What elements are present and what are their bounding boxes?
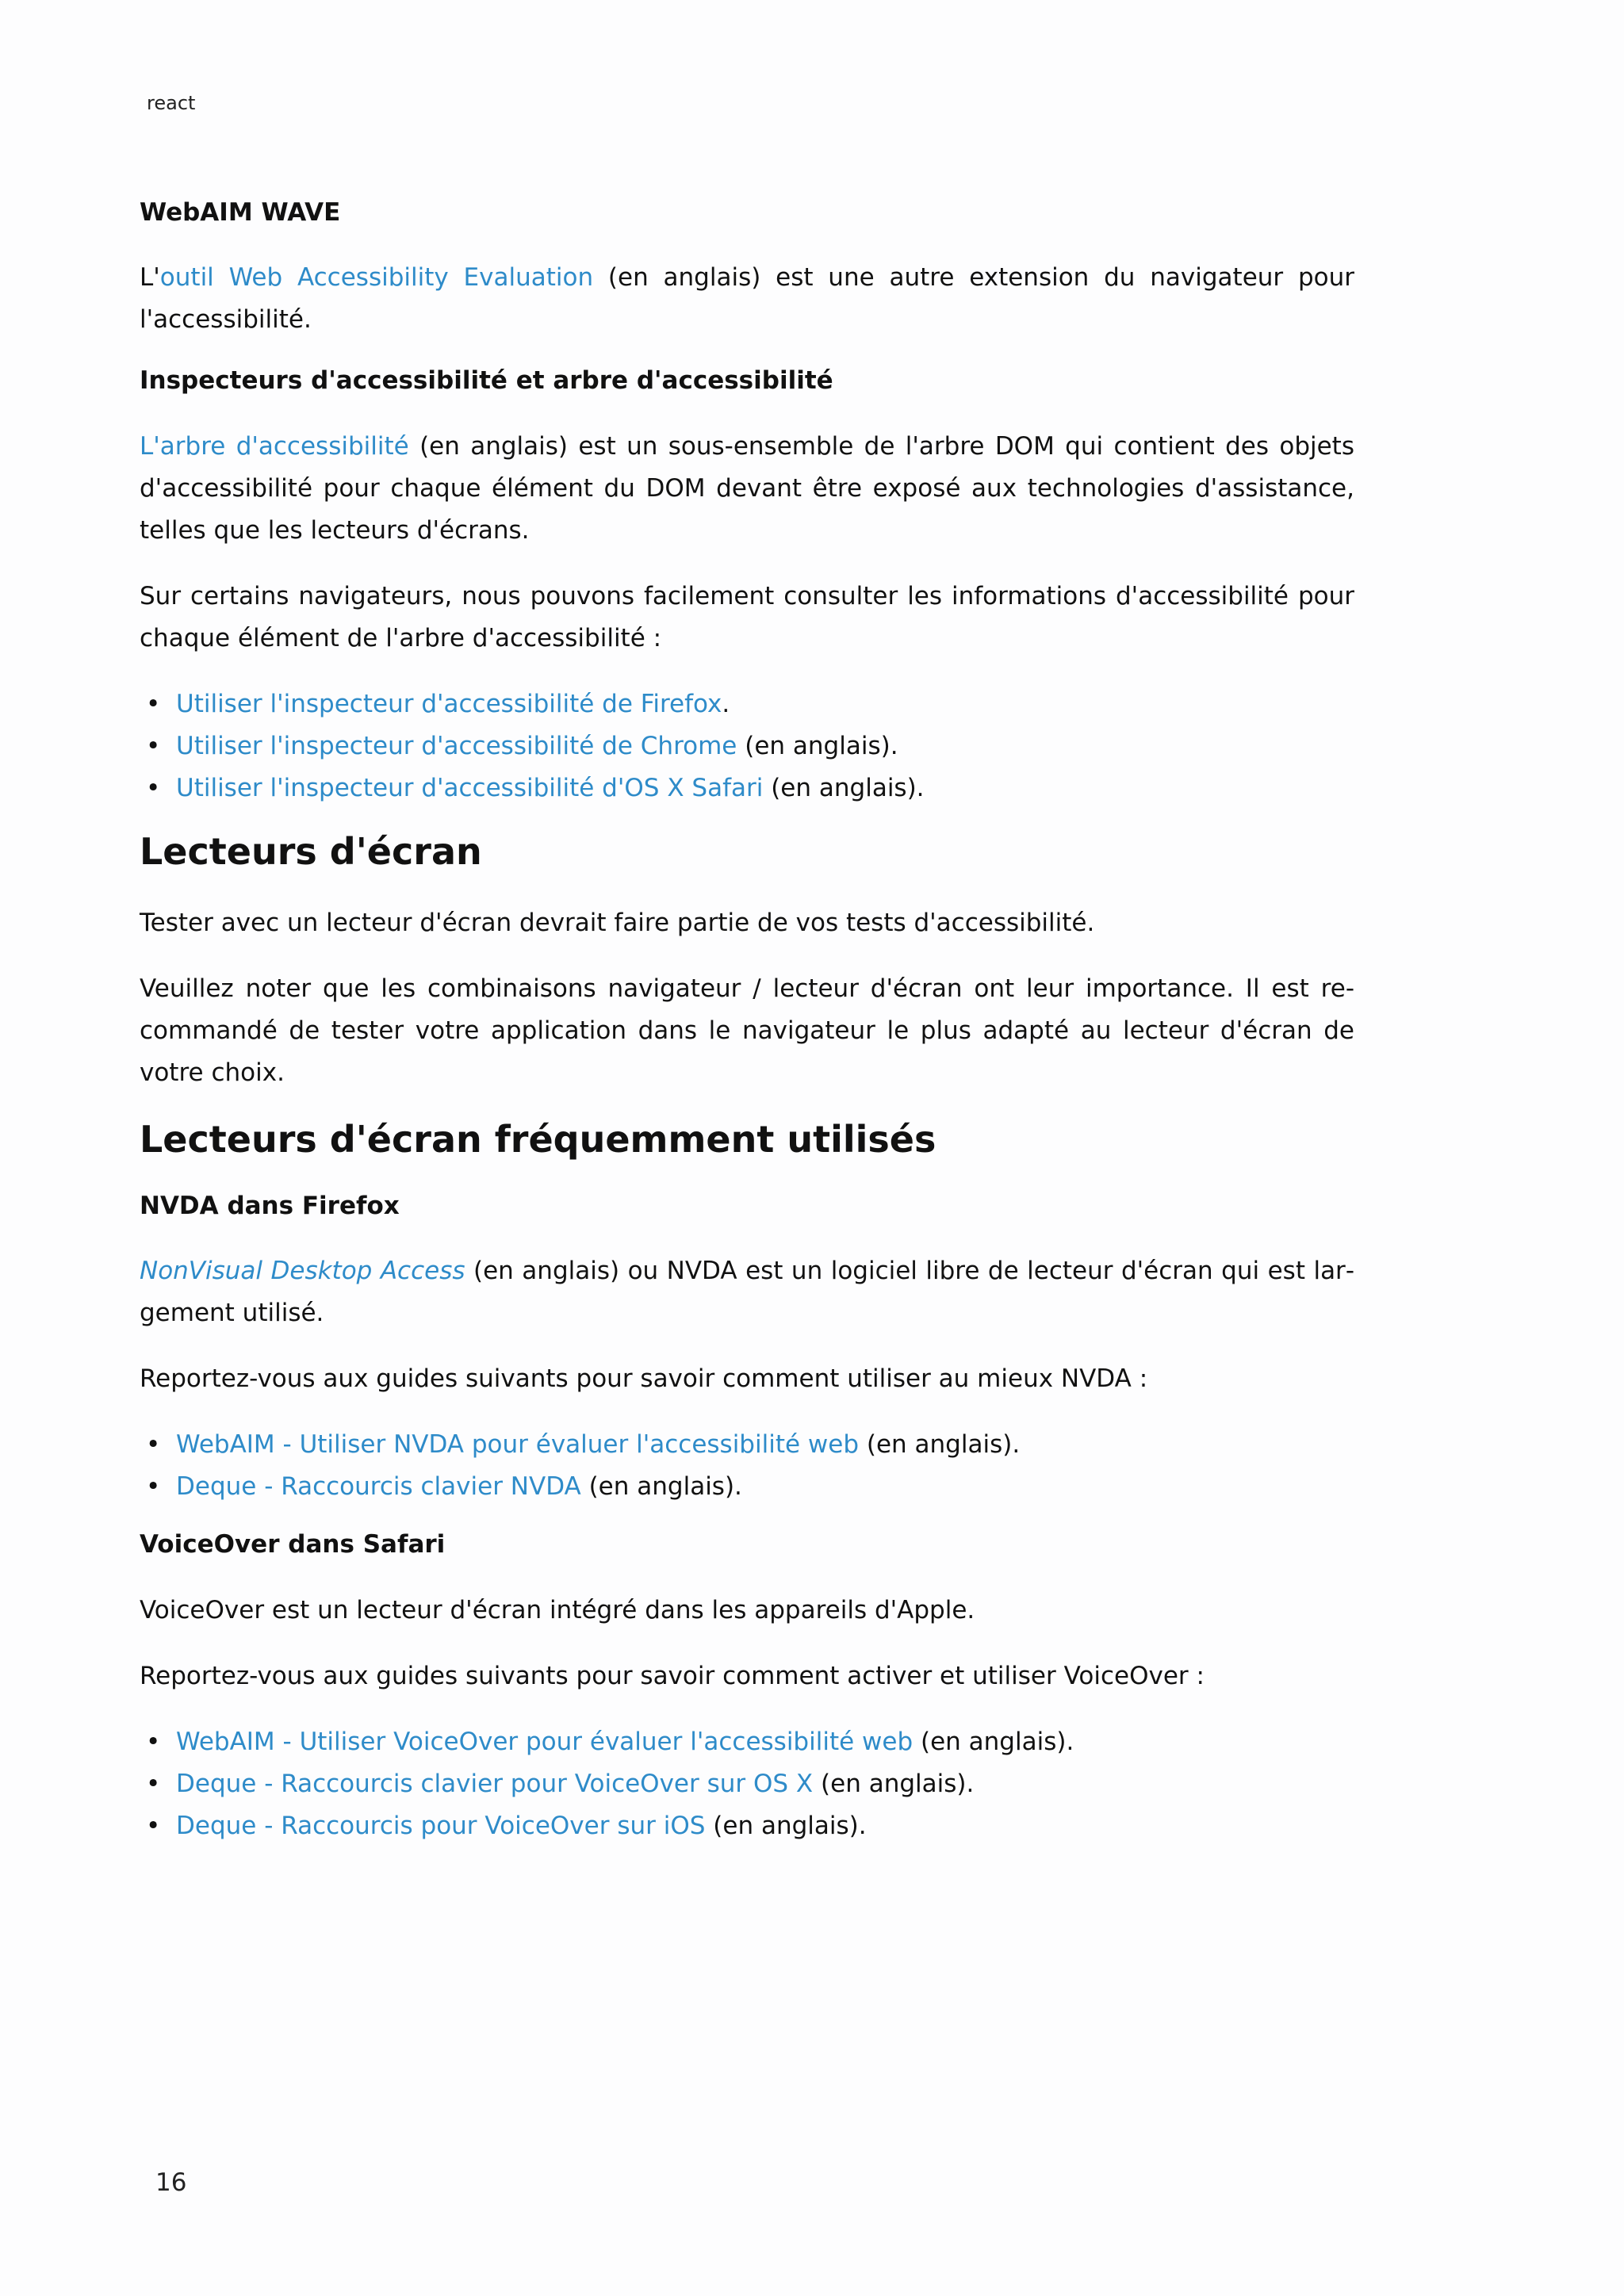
text-suffix: (en anglais) ou NVDA est un logiciel libre de lecteur d'écran qui est largement utilisé. [140,1257,1354,1328]
link-firefox-inspector[interactable]: Utiliser l'inspecteur d'accessibilité de Firefox [176,689,722,718]
text-suffix: (en anglais). [580,1472,742,1502]
list-item [140,683,1354,725]
paragraph-nvda [140,1250,1354,1334]
bullet: • [146,689,161,718]
list-item [140,725,1354,767]
heading-common-screen-readers: Lecteurs d'écran fréquemment utilisés [140,1117,936,1161]
text-suffix: (en anglais). [737,731,898,760]
link-deque-voiceover-osx[interactable]: Deque - Raccourcis clavier pour VoiceOver sur OS X [176,1769,814,1798]
paragraph-voiceover: VoiceOver est un lecteur d'écran intégré dans les appareils d'Apple. [140,1595,975,1624]
bullet: • [146,1811,161,1840]
heading-nvda: NVDA dans Firefox [140,1191,400,1220]
list-item [140,1466,1354,1508]
bullet: • [146,1430,161,1460]
document-body [140,190,1354,1868]
inspector-list [140,683,1354,809]
nvda-guide-list [140,1424,1354,1508]
paragraph-testing: Tester avec un lecteur d'écran devrait faire partie de vos tests d'accessibilité. [140,908,1095,937]
link-accessibility-tree[interactable]: L'arbre d'accessibilité [140,431,409,461]
bullet: • [146,1727,161,1756]
link-safari-inspector[interactable]: Utiliser l'inspecteur d'accessibilité d'OS X Safari [176,773,764,802]
text-prefix: L' [140,263,160,293]
link-deque-nvda[interactable]: Deque - Raccourcis clavier NVDA [176,1472,581,1502]
list-item [140,1763,1354,1805]
paragraph-combinations: Veuillez noter que les combinaisons navigateur / lecteur d'écran ont leur importance. Il est recommandé de tester votre application dans le navigateur le plus adapté au lecteur d'écran de votre choix. [140,974,1354,1087]
bullet: • [146,1769,161,1798]
list-item [140,1805,1354,1847]
paragraph-wave [140,257,1354,341]
text-suffix: (en anglais). [763,773,925,802]
heading-screen-readers: Lecteurs d'écran [140,829,482,873]
link-webaim-nvda[interactable]: WebAIM - Utiliser NVDA pour évaluer l'accessibilité web [176,1430,860,1460]
paragraph-accessibility-tree [140,426,1354,552]
link-wave-tool[interactable]: outil Web Accessibility Evaluation [159,263,594,293]
heading-accessibility-inspectors: Inspecteurs d'accessibilité et arbre d'accessibilité [140,366,833,396]
text-suffix: (en anglais). [705,1811,867,1840]
text-suffix: (en anglais). [813,1769,975,1798]
paragraph-voiceover-guides: Reportez-vous aux guides suivants pour savoir comment activer et utiliser VoiceOver : [140,1661,1205,1690]
heading-voiceover: VoiceOver dans Safari [140,1530,446,1559]
list-item [140,1424,1354,1466]
heading-webaim-wave: WebAIM WAVE [140,198,341,227]
list-item [140,1721,1354,1763]
text-suffix: (en anglais). [913,1727,1074,1756]
bullet: • [146,1472,161,1502]
page-header: react [147,92,196,114]
paragraph-browsers: Sur certains navigateurs, nous pouvons facilement consulter les informations d'accessibilité pour chaque élément de l'arbre d'accessibilité : [140,581,1354,652]
paragraph-nvda-guides: Reportez-vous aux guides suivants pour savoir comment utiliser au mieux NVDA : [140,1364,1148,1394]
link-nvda[interactable]: NonVisual Desktop Access [140,1257,465,1286]
text-suffix: . [722,689,730,718]
voiceover-guide-list [140,1721,1354,1847]
text-suffix: (en anglais). [859,1430,1021,1460]
list-item [140,767,1354,809]
text-suffix: (en anglais) est un sous-ensemble de l'arbre DOM qui contient des objets d'accessibilité pour chaque élément du DOM devant être exposé aux technologies d'assistance, telles que les lecteurs d'écrans. [140,431,1354,545]
page-number: 16 [155,2168,187,2197]
bullet: • [146,773,161,802]
link-deque-voiceover-ios[interactable]: Deque - Raccourcis pour VoiceOver sur iOS [176,1811,706,1840]
link-chrome-inspector[interactable]: Utiliser l'inspecteur d'accessibilité de Chrome [176,731,737,760]
text-suffix: (en anglais) est une autre extension du navigateur pour l'accessibilité. [140,263,1354,335]
link-webaim-voiceover[interactable]: WebAIM - Utiliser VoiceOver pour évaluer l'accessibilité web [176,1727,914,1756]
bullet: • [146,731,161,760]
